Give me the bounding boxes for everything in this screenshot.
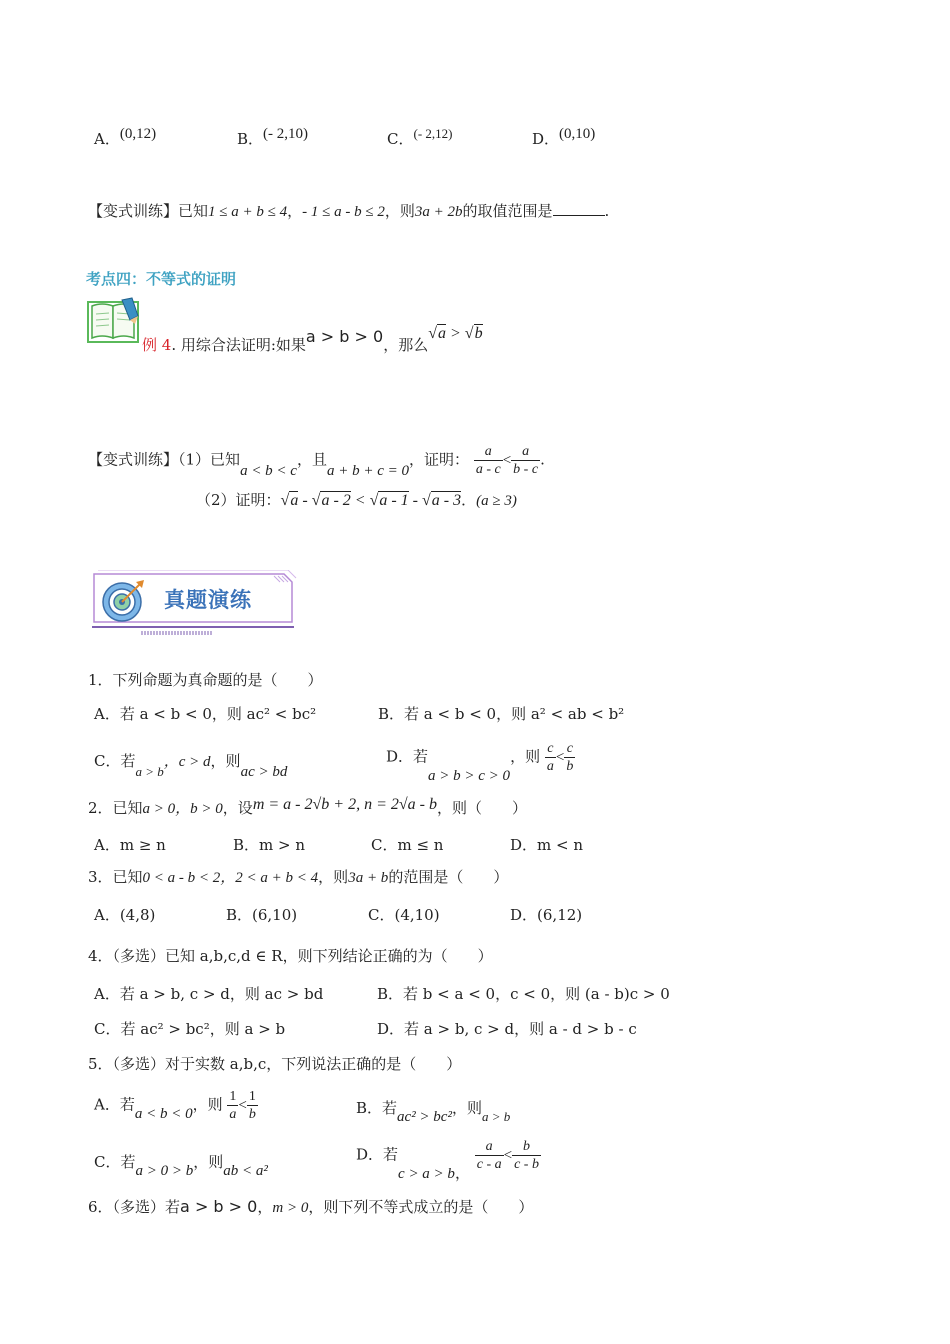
text: C．若 [94, 752, 136, 770]
variant-training-1 [88, 200, 609, 221]
text: ． [461, 491, 477, 509]
question-5-stem: 5．（多选）对于实数 a,b,c，下列说法正确的是（ ） [88, 1055, 462, 1073]
question-3-option-d: D．(6,12) [510, 906, 583, 924]
fraction [247, 1088, 258, 1123]
radicand: a - 1 [379, 492, 409, 509]
text: ，则下列不等式成立的是（ ） [308, 1198, 534, 1216]
math: ，c > d [163, 754, 211, 770]
numerator: a [485, 1139, 493, 1154]
section-banner [88, 570, 298, 636]
math: a > 0 > b [135, 1163, 194, 1179]
fraction [512, 1138, 541, 1173]
question-5-option-c [94, 1151, 268, 1179]
radicand: a - 2 [321, 492, 351, 509]
math: ac² > bc² [397, 1109, 452, 1125]
fraction [474, 443, 503, 478]
text: . 用综合法证明:如果 [171, 336, 306, 354]
text: . [540, 450, 545, 469]
variant-training-2 [88, 443, 545, 478]
text: （2）证明： [196, 491, 281, 509]
question-2-option-b: B．m > n [233, 836, 306, 854]
math: a > 0 [142, 801, 176, 817]
fraction [227, 1088, 238, 1123]
text: 的范围是（ ） [388, 868, 509, 886]
denominator: a - c [475, 462, 501, 477]
operator: < [555, 749, 565, 766]
option-label: D． [532, 130, 560, 148]
option-value: (0,10) [559, 126, 596, 142]
math: ，b > 0 [175, 801, 223, 817]
option-b [237, 128, 308, 149]
text: D．若 [386, 747, 429, 766]
example-label: 例 4 [142, 336, 172, 354]
option-label: A． [94, 130, 120, 148]
math: ab < a² [223, 1163, 268, 1179]
fraction [475, 1138, 504, 1173]
text: A．若 [94, 1095, 135, 1114]
question-6-stem [88, 1196, 533, 1217]
fraction [564, 740, 575, 775]
math-condition: a < b < c [240, 462, 297, 479]
operator: < [238, 1097, 247, 1114]
option-a [94, 128, 156, 149]
answer-blank [553, 201, 605, 216]
math-condition: a + b + c = 0 [326, 462, 410, 479]
question-2-stem [88, 797, 527, 818]
math: a < b < 0 [134, 1105, 193, 1122]
radicand: a [438, 325, 446, 342]
operator: < [502, 452, 512, 469]
denominator: b - c [513, 462, 539, 477]
text: ，则 [192, 1095, 223, 1114]
numerator: a [484, 444, 492, 459]
math: 0 < a - b < 2 [142, 870, 221, 886]
math-expression: 3a + 2b [414, 204, 463, 220]
denominator: a [546, 759, 554, 774]
text: D．若 [356, 1145, 399, 1164]
question-5-option-b [356, 1097, 511, 1125]
text: ，证明： [409, 450, 470, 469]
text: ，则 [193, 1153, 224, 1171]
option-d [532, 128, 595, 149]
text: ，则（ ） [436, 799, 527, 817]
text: C．若 [94, 1153, 136, 1171]
denominator: b [248, 1107, 256, 1122]
question-1-option-d [386, 740, 575, 784]
text: ， [287, 202, 303, 220]
text: ，设 [222, 799, 253, 817]
question-1-stem: 1．下列命题为真命题的是（ ） [88, 671, 323, 689]
math: m = a - 2√b + 2, n = 2√a - b [252, 796, 437, 813]
math-condition: a > b > 0 [305, 327, 384, 346]
text: ，则 [210, 752, 241, 770]
question-5-option-a [94, 1088, 258, 1123]
numerator: 1 [248, 1089, 256, 1104]
math-condition: - 1 ≤ a - b ≤ 2 [302, 204, 385, 220]
option-label: C． [387, 130, 414, 148]
operator: - [298, 492, 312, 509]
option-value: (- 2,10) [263, 126, 309, 142]
option-c [387, 128, 452, 149]
text: ，则 [451, 1099, 482, 1117]
target-icon [100, 576, 148, 624]
numerator: a [522, 444, 530, 459]
variant-tag: 【变式训练】 [88, 450, 179, 469]
fraction [545, 740, 556, 775]
option-label: B． [237, 130, 264, 148]
math: ，2 < a + b < 4 [220, 870, 319, 886]
math: a > b > 0 [180, 1197, 258, 1216]
text: 2．已知 [88, 799, 143, 817]
text: 的取值范围是 [462, 202, 553, 220]
text: 6．（多选）若 [88, 1198, 181, 1216]
question-4-option-b: B．若 b < a < 0，c < 0，则 (a - b)c > 0 [377, 985, 670, 1003]
denominator: c - a [476, 1157, 502, 1172]
example-4: 例 4. 用综合法证明:如果a > b > 0，那么√a > √b [142, 325, 483, 354]
radicand: b [474, 325, 483, 342]
question-3-option-a: A．(4,8) [94, 906, 156, 924]
question-4-stem: 4．（多选）已知 a,b,c,d ∈ R，则下列结论正确的为（ ） [88, 947, 493, 965]
text: . [604, 202, 610, 220]
numerator: 1 [229, 1089, 237, 1104]
question-1-option-b: B．若 a < b < 0，则 a² < ab < b² [378, 705, 625, 723]
question-2-option-d: D．m < n [510, 836, 584, 854]
question-1-option-a: A．若 a < b < 0，则 ac² < bc² [94, 705, 317, 723]
text: B．若 [356, 1099, 398, 1117]
math-condition: (a ≥ 3) [476, 493, 517, 509]
question-4-option-d: D．若 a > b, c > d，则 a - d > b - c [377, 1020, 637, 1038]
question-3-option-c: C．(4,10) [368, 906, 440, 924]
operator: - [408, 492, 422, 509]
question-3-stem [88, 866, 508, 887]
variant-tag: 【变式训练】 [88, 202, 179, 220]
math: c > a > b [398, 1165, 455, 1182]
question-2-option-a: A．m ≥ n [94, 836, 166, 854]
option-value: (- 2,12) [413, 126, 453, 141]
text: 3．已知 [88, 868, 143, 886]
numerator: c [566, 741, 573, 756]
fraction [511, 443, 540, 478]
numerator: c [547, 741, 554, 756]
text: ，且 [296, 450, 327, 469]
question-2-option-c: C．m ≤ n [371, 836, 444, 854]
math-condition: 1 ≤ a + b ≤ 4 [208, 204, 288, 220]
question-1-option-c [94, 750, 288, 780]
text: ，则 [318, 868, 349, 886]
question-4-option-a: A．若 a > b, c > d，则 ac > bd [94, 985, 324, 1003]
text: 已知 [178, 202, 209, 220]
operator: < [503, 1147, 513, 1164]
question-5-option-d [356, 1138, 541, 1182]
denominator: c - b [514, 1157, 539, 1172]
banner-title: 真题演练 [164, 588, 252, 612]
variant-training-2-part2: （2）证明：√a - √a - 2 < √a - 1 - √a - 3．(a ≥ 3) [196, 491, 517, 509]
operator: > [450, 325, 461, 342]
math: a > b [481, 1109, 511, 1124]
math: a > b [135, 764, 164, 779]
denominator: a [229, 1107, 237, 1122]
text: ， [257, 1198, 273, 1216]
math: a > b > c > 0 [428, 767, 511, 784]
math: m > 0 [272, 1200, 309, 1216]
question-4-option-c: C．若 ac² > bc²，则 a > b [94, 1020, 286, 1038]
section-heading: 考点四：不等式的证明 [86, 270, 237, 288]
denominator: b [566, 759, 574, 774]
text: （1）已知 [178, 450, 241, 469]
radicand: a [290, 492, 299, 509]
text: ，则 [384, 202, 415, 220]
operator: < [350, 492, 370, 509]
math: ac > bd [240, 764, 288, 780]
book-icon [86, 296, 144, 346]
radicand: a - 3 [431, 492, 462, 509]
math: 3a + b [348, 870, 389, 886]
text: ，则 [510, 747, 541, 766]
text: ， [454, 1163, 470, 1182]
numerator: b [523, 1139, 531, 1154]
question-3-option-b: B．(6,10) [226, 906, 298, 924]
text: ，那么 [383, 336, 429, 354]
option-value: (0,12) [119, 126, 157, 142]
